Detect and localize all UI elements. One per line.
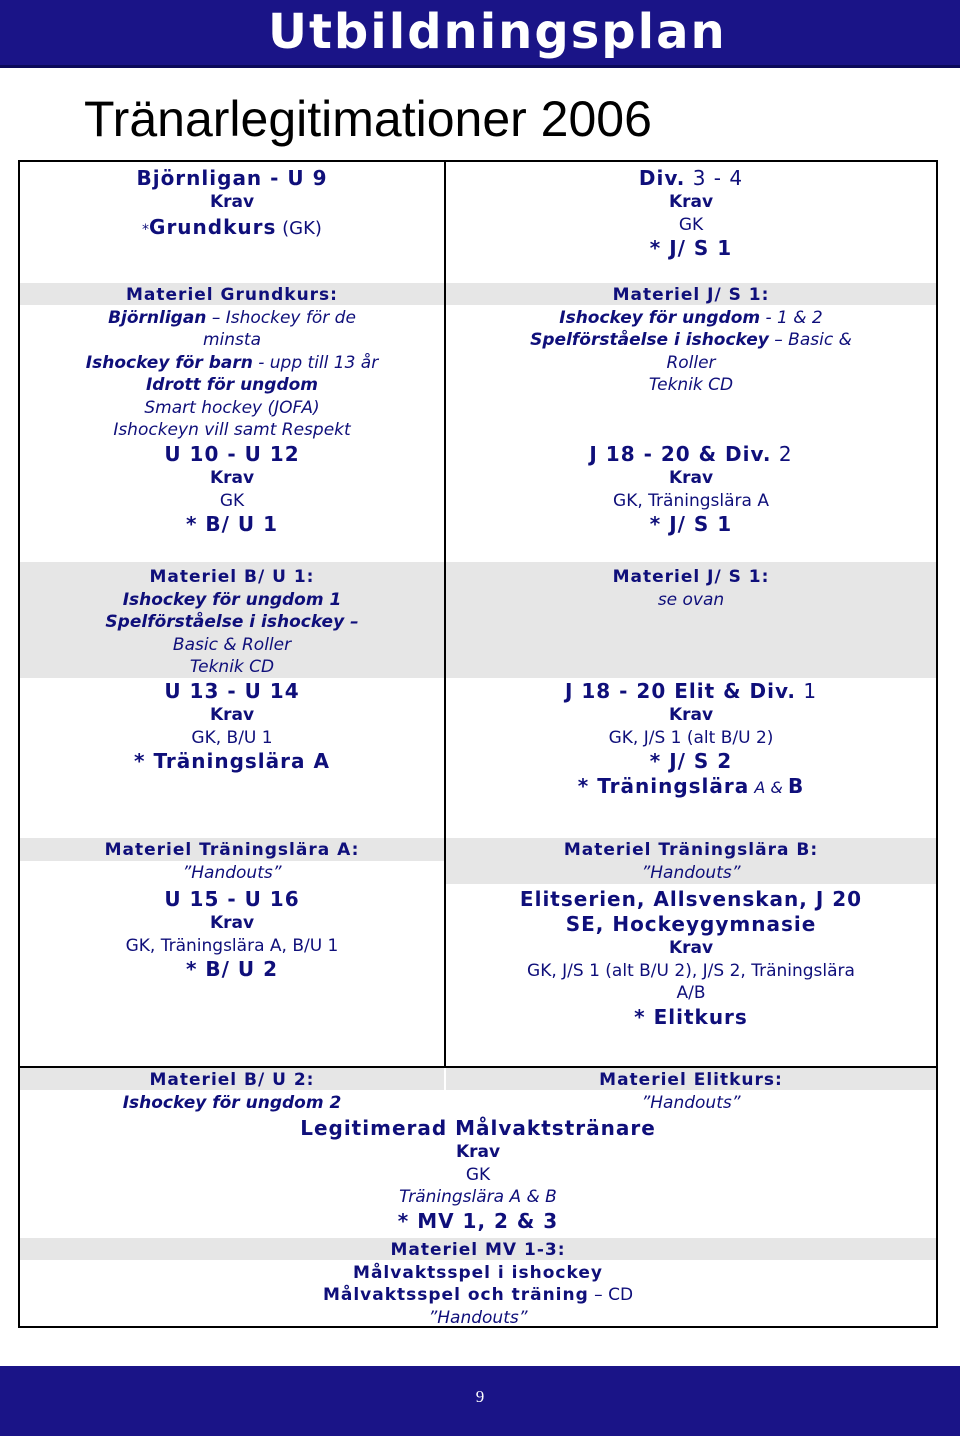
table-top-border-left — [18, 160, 446, 162]
materiel-grundkurs-line2: minsta — [203, 330, 261, 350]
u13-requirement: GK, B/U 1 — [191, 727, 273, 748]
div34-krav: Krav — [668, 192, 714, 212]
materiel-js1-line1 — [446, 307, 936, 330]
malvakt-krav: Krav — [455, 1142, 501, 1162]
u13-star: * Träningslära A — [134, 749, 330, 773]
malvakt-requirement-1: GK — [465, 1164, 491, 1185]
materiel-bu2-line1: Ishockey för ungdom 2 — [122, 1092, 342, 1113]
materiel-mv-line1: Målvaktsspel i ishockey — [353, 1262, 603, 1283]
j18elit-title — [446, 679, 936, 704]
cell-j18elit — [446, 679, 936, 800]
j18-requirement: GK, Träningslära A — [613, 490, 769, 511]
materiel-grundkurs-line6: Ishockeyn vill samt Respekt — [113, 420, 351, 440]
materiel-grundkurs-line3-a: Ishockey för barn — [85, 352, 253, 373]
j18elit-title-b: 1 — [795, 679, 818, 703]
materiel-grundkurs-line3 — [20, 352, 444, 375]
materiel-js1-line4: Teknik CD — [648, 375, 734, 395]
j18elit-star2-b: A & — [749, 778, 788, 797]
j18elit-star: * J/ S 2 — [649, 749, 733, 773]
cell-materiel-elit — [446, 1069, 936, 1114]
materiel-bu1-line1: Ishockey för ungdom 1 — [122, 589, 342, 610]
j18-title — [446, 442, 936, 467]
elitserien-krav: Krav — [668, 938, 714, 958]
bjornligan-req-paren: (GK) — [276, 217, 322, 239]
materiel-tla-title: Materiel Träningslära A: — [104, 840, 360, 860]
u10-krav: Krav — [209, 468, 255, 488]
malvakt-requirement-2: Träningslära A & B — [399, 1187, 557, 1207]
div34-title-a: Div. — [638, 166, 686, 190]
materiel-js1-line2 — [446, 329, 936, 352]
materiel-grundkurs-line5: Smart hockey (JOFA) — [144, 397, 320, 418]
materiel-tlb-title: Materiel Träningslära B: — [563, 840, 819, 860]
cell-malvakt — [20, 1116, 936, 1234]
materiel-mv-line2-a: Målvaktsspel och träning — [322, 1285, 589, 1305]
materiel-bu1-line4: Teknik CD — [189, 657, 275, 677]
u15-krav: Krav — [209, 913, 255, 933]
j18-krav: Krav — [668, 468, 714, 488]
j18elit-star2-a: * Träningslära — [577, 774, 750, 798]
materiel-grundkurs-line1 — [20, 307, 444, 330]
materiel-js1b-line1: se ovan — [657, 589, 725, 610]
cell-materiel-js1 — [446, 284, 936, 397]
cell-materiel-js1b — [446, 566, 936, 611]
materiel-bu1-line3: Basic & Roller — [172, 634, 292, 655]
materiel-js1-line2-b: – Basic & — [768, 330, 852, 350]
elitserien-title1: Elitserien, Allsvenskan, J 20 — [519, 887, 863, 911]
bjornligan-requirement — [20, 214, 444, 243]
materiel-elit-title: Materiel Elitkurs: — [599, 1070, 783, 1090]
materiel-mv-title: Materiel MV 1-3: — [390, 1240, 566, 1260]
materiel-js1-line1-b: - 1 & 2 — [760, 307, 823, 328]
u10-requirement: GK — [219, 490, 245, 511]
cell-materiel-tla — [20, 839, 444, 884]
materiel-js1b-title: Materiel J/ S 1: — [612, 567, 770, 587]
j18elit-requirement: GK, J/S 1 (alt B/U 2) — [608, 727, 774, 748]
header-title: Utbildningsplan — [268, 4, 727, 60]
materiel-grundkurs-title: Materiel Grundkurs: — [126, 285, 338, 305]
materiel-grundkurs-line3-b: - upp till 13 år — [252, 352, 379, 373]
materiel-js1-line1-a: Ishockey för ungdom — [559, 307, 761, 328]
materiel-mv-line2 — [20, 1284, 936, 1307]
u15-star: * B/ U 2 — [185, 957, 279, 981]
u15-requirement: GK, Träningslära A, B/U 1 — [125, 935, 339, 956]
j18elit-star2-c: B — [787, 774, 805, 798]
materiel-js1-line3: Roller — [666, 352, 716, 373]
materiel-bu2-title: Materiel B/ U 2: — [149, 1070, 315, 1090]
cell-bjornligan — [20, 166, 444, 243]
bjornligan-krav: Krav — [209, 192, 255, 212]
page-title: Tränarlegitimationer 2006 — [84, 91, 652, 147]
materiel-mv-line2-b: – CD — [588, 1285, 634, 1305]
u10-star: * B/ U 1 — [185, 512, 279, 536]
bjornligan-title: Björnligan - U 9 — [136, 166, 328, 190]
u15-title: U 15 - U 16 — [164, 887, 300, 911]
u13-title: U 13 - U 14 — [164, 679, 300, 703]
materiel-tla-line1: ”Handouts” — [182, 862, 282, 883]
elitserien-star: * Elitkurs — [634, 1004, 748, 1029]
cell-elitserien — [446, 887, 936, 1030]
j18-title-a: J 18 - 20 & Div. — [589, 442, 772, 466]
cell-u10 — [20, 442, 444, 537]
materiel-js1-title: Materiel J/ S 1: — [612, 285, 770, 305]
materiel-bu1-title: Materiel B/ U 1: — [149, 567, 315, 587]
table-top-border-right — [444, 160, 938, 162]
materiel-elit-line1: ”Handouts” — [641, 1092, 741, 1113]
j18elit-krav: Krav — [668, 705, 714, 725]
cell-materiel-bu2 — [20, 1069, 444, 1114]
materiel-bu1-line2: Spelförståelse i ishockey – — [105, 612, 359, 632]
cell-j18 — [446, 442, 936, 537]
j18-title-b: 2 — [771, 442, 793, 466]
div34-title — [446, 166, 936, 191]
materiel-js1-line2-a: Spelförståelse i ishockey — [530, 330, 769, 350]
cell-div34 — [446, 166, 936, 261]
elitserien-title2: SE, Hockeygymnasie — [565, 912, 817, 936]
page-number: 9 — [475, 1387, 485, 1406]
j18elit-title-a: J 18 - 20 Elit & Div. — [564, 679, 796, 703]
cell-materiel-bu1 — [20, 566, 444, 679]
cell-materiel-tlb — [446, 839, 936, 884]
elitserien-requirement-2: A/B — [676, 983, 706, 1003]
div34-star: * J/ S 1 — [649, 236, 733, 260]
materiel-mv-line3: ”Handouts” — [428, 1307, 528, 1328]
materiel-tlb-line1: ”Handouts” — [641, 862, 741, 883]
malvakt-star: * MV 1, 2 & 3 — [397, 1208, 559, 1233]
j18-star: * J/ S 1 — [649, 512, 733, 536]
u10-title: U 10 - U 12 — [164, 442, 300, 466]
cell-materiel-mv — [20, 1239, 936, 1329]
cell-u13 — [20, 679, 444, 774]
cell-materiel-grundkurs — [20, 284, 444, 442]
elitserien-requirement-1: GK, J/S 1 (alt B/U 2), J/S 2, Träningslära — [527, 960, 855, 981]
materiel-grundkurs-line4: Idrott för ungdom — [145, 375, 319, 395]
materiel-grundkurs-line1-a: Björnligan — [108, 307, 207, 328]
bjornligan-req-main: Grundkurs — [149, 214, 277, 239]
cell-u15 — [20, 887, 444, 982]
j18elit-star2 — [446, 774, 936, 800]
malvakt-title: Legitimerad Målvaktstränare — [300, 1116, 656, 1140]
div34-title-b: 3 - 4 — [685, 166, 744, 190]
bjornligan-req-star: * — [142, 221, 150, 238]
div34-requirement: GK — [678, 214, 704, 235]
materiel-grundkurs-line1-b: – Ishockey för de — [206, 307, 356, 328]
u13-krav: Krav — [209, 705, 255, 725]
table-row-divider — [18, 1066, 938, 1068]
